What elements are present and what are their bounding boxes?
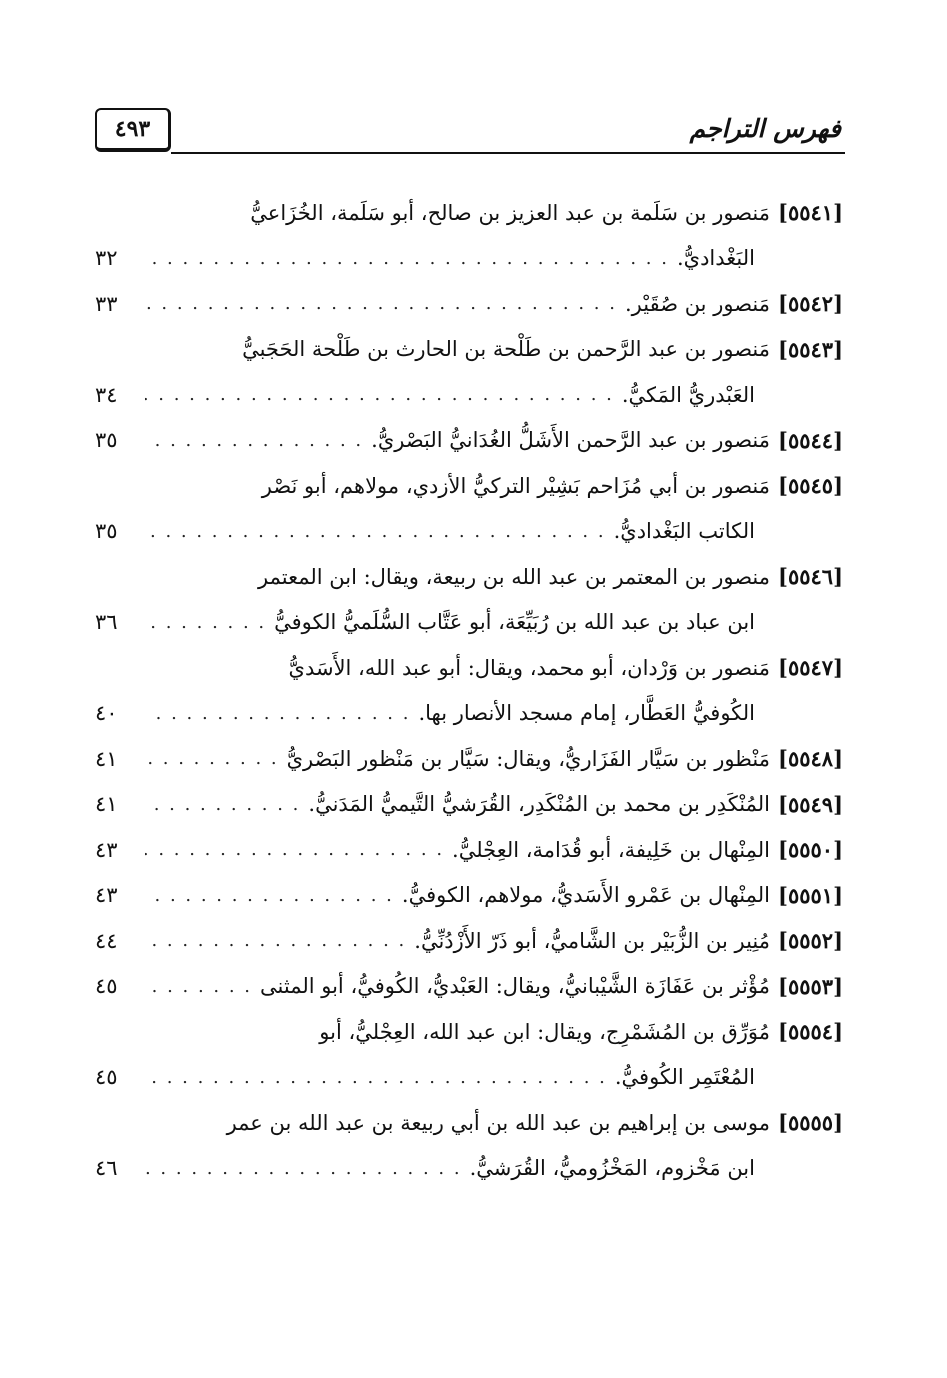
- index-entry-line: [95, 964, 843, 1010]
- index-entry-line: [95, 1100, 843, 1146]
- page-reference: ٤١: [95, 746, 118, 771]
- page-number: ٤٩٣: [95, 108, 171, 152]
- page-reference: ٤٦: [95, 1156, 118, 1181]
- index-entry-line: [95, 600, 843, 646]
- entry-name: مُوَرِّق بن المُشَمْرِج، ويقال: ابن عبد الله، العِجْليُّ، أبو: [319, 1019, 770, 1044]
- index-entry-line: [95, 873, 843, 919]
- entry-name: مَنصور بن وَرْدان، أبو محمد، ويقال: أبو عبد الله، الأَسَديُّ: [288, 655, 770, 680]
- dot-leader: [145, 885, 394, 906]
- entry-name: الكاتب البَغْداديُّ.: [613, 519, 755, 544]
- entry-number: [٥٥٤٧]: [778, 655, 843, 681]
- entry-name: ابن مَخْزوم، المَخْزُوميُّ، القُرَشيُّ.: [469, 1156, 755, 1181]
- page-reference: ٤٠: [95, 701, 118, 726]
- page-reference: ٣٥: [95, 428, 118, 453]
- entry-number: [٥٥٤١]: [778, 200, 843, 226]
- index-entry-line: [95, 418, 843, 464]
- entry-number: [٥٥٤٢]: [778, 291, 843, 317]
- dot-leader: [145, 521, 606, 542]
- dot-leader: [145, 703, 410, 724]
- dot-leader: [145, 748, 279, 769]
- dot-leader: [145, 384, 614, 405]
- index-entry-line: [95, 372, 843, 418]
- entry-number: [٥٥٤٤]: [778, 427, 843, 453]
- page-reference: ٤٥: [95, 974, 118, 999]
- entry-number: [٥٥٥٤]: [778, 1019, 843, 1045]
- entry-number: [٥٥٤٨]: [778, 746, 843, 772]
- entry-name: ابن عباد بن عبد الله بن رُبَيِّعَة، أبو عَتَّاب السُّلَميُّ الكوفيُّ: [274, 610, 755, 635]
- dot-leader: [145, 1158, 462, 1179]
- entry-number: [٥٥٤٩]: [778, 791, 843, 817]
- entry-number: [٥٥٥٣]: [778, 973, 843, 999]
- dot-leader: [145, 1067, 607, 1088]
- entry-number: [٥٥٤٥]: [778, 473, 843, 499]
- index-entry-line: [95, 691, 843, 737]
- entry-name: مُنِير بن الزُّبَيْر بن الشَّاميُّ، أبو ذَرّ الأَزْدُنِّيُّ.: [414, 928, 770, 953]
- index-entry-line: [95, 327, 843, 373]
- entry-name: البَغْداديُّ.: [676, 246, 755, 271]
- entry-number: [٥٥٥٥]: [778, 1110, 843, 1136]
- index-entry-line: [95, 736, 843, 782]
- entry-number: [٥٥٤٣]: [778, 336, 843, 362]
- page-reference: ٤١: [95, 792, 118, 817]
- page-reference: ٤٤: [95, 928, 118, 953]
- entry-name: مُؤْثر بن عَفَازَة الشَّيْبانيُّ، ويقال: العَبْديُّ، الكُوفيُّ، أبو المثنى: [260, 974, 770, 999]
- page-reference: ٣٦: [95, 610, 118, 635]
- entry-name: مَنصور بن عبد الرَّحمن بن طَلْحة بن الحارث بن طَلْحة الحَجَبيُّ: [242, 337, 770, 362]
- entry-name: مَنصور بن أبي مُزَاحم بَشِيْر التركيُّ الأزدي، مولاهم، أبو نَصْر: [261, 473, 770, 498]
- entry-name: الكُوفيُّ العَطَّار، إمام مسجد الأنصار بها.: [418, 701, 755, 726]
- index-entry-line: [95, 281, 843, 327]
- index-entry-line: [95, 645, 843, 691]
- page-reference: ٣٤: [95, 382, 118, 407]
- index-entry-line: [95, 1055, 843, 1101]
- entry-name: منصور بن المعتمر بن عبد الله بن ربيعة، ويقال: ابن المعتمر: [258, 564, 770, 589]
- entry-number: [٥٥٥١]: [778, 882, 843, 908]
- dot-leader: [145, 976, 252, 997]
- dot-leader: [145, 248, 669, 269]
- index-entry-line: [95, 1009, 843, 1055]
- dot-leader: [145, 839, 444, 860]
- index-entry-line: [95, 554, 843, 600]
- entry-number: [٥٥٥٢]: [778, 928, 843, 954]
- index-entry-line: [95, 782, 843, 828]
- entry-name: المِنْهال بن عَمْرو الأَسَديُّ، مولاهم، الكوفيُّ.: [401, 883, 770, 908]
- index-entry-line: [95, 190, 843, 236]
- entry-name: المُنْكَدِر بن محمد بن المُنْكَدِر، القُرَشيُّ التَّيميُّ المَدَنيُّ.: [308, 792, 770, 817]
- dot-leader: [145, 293, 617, 314]
- page-reference: ٤٣: [95, 837, 118, 862]
- dot-leader: [145, 930, 406, 951]
- page-reference: ٤٥: [95, 1065, 118, 1090]
- entry-name: العَبْدريُّ المَكيُّ.: [621, 382, 755, 407]
- entry-name: مَنْظور بن سَيَّار الفَزَاريُّ، ويقال: سَيَّار بن مَنْظور البَصْريُّ: [286, 746, 770, 771]
- index-entry-line: [95, 1146, 843, 1192]
- page-reference: ٤٣: [95, 883, 118, 908]
- index-entries: [95, 190, 843, 1191]
- entry-name: مَنصور بن صُقَيْر.: [624, 291, 770, 316]
- entry-number: [٥٥٥٠]: [778, 837, 843, 863]
- entry-name: المُعْتَمِر الكُوفيُّ.: [614, 1065, 755, 1090]
- entry-number: [٥٥٤٦]: [778, 564, 843, 590]
- entry-name: مَنصور بن سَلَمة بن عبد العزيز بن صالح، أبو سَلَمة، الخُزَاعيُّ: [250, 200, 770, 225]
- index-entry-line: [95, 463, 843, 509]
- page-reference: ٣٥: [95, 519, 118, 544]
- header-rule: [171, 152, 845, 154]
- page-reference: ٣٣: [95, 291, 118, 316]
- index-entry-line: [95, 918, 843, 964]
- dot-leader: [145, 430, 363, 451]
- entry-name: مَنصور بن عبد الرَّحمن الأَشَلُّ الغُدَانيُّ البَصْريُّ.: [371, 428, 770, 453]
- running-title: فهرس التراجم: [689, 114, 841, 143]
- page-reference: ٣٢: [95, 246, 118, 271]
- index-entry-line: [95, 509, 843, 555]
- page-header: [95, 100, 845, 160]
- entry-name: موسى بن إبراهيم بن عبد الله بن أبي ربيعة بن عبد الله بن عمر: [226, 1110, 770, 1135]
- entry-name: المِنْهال بن خَلِيفة، أبو قُدَامة، العِجْليُّ.: [452, 837, 770, 862]
- index-entry-line: [95, 236, 843, 282]
- dot-leader: [145, 794, 300, 815]
- index-entry-line: [95, 827, 843, 873]
- dot-leader: [145, 612, 266, 633]
